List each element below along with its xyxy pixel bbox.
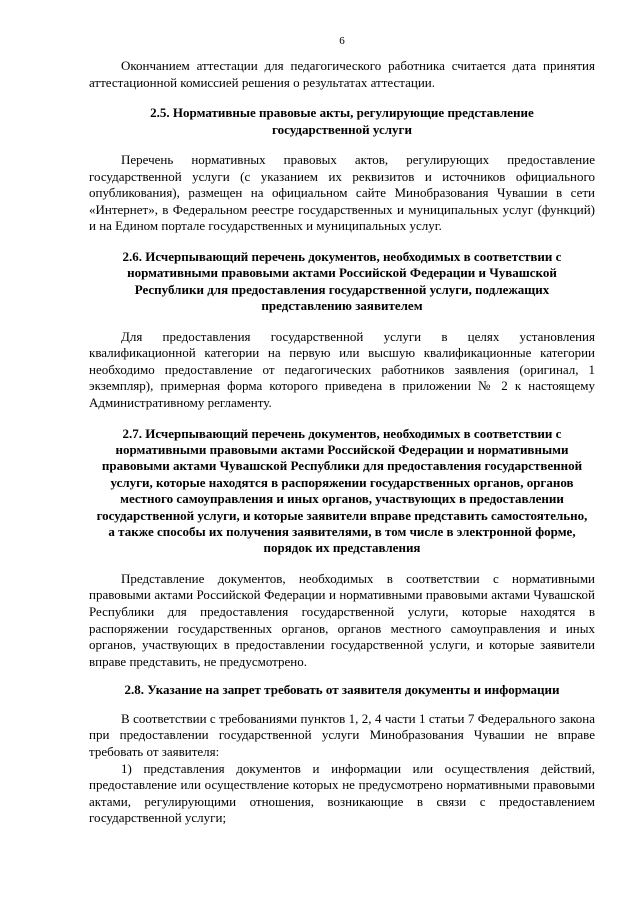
section-2-7-heading: 2.7. Исчерпывающий перечень документов, необходимых в соответствии с нормативными правовыми актами Российской Федерации и нормативными правовыми актами Чувашской Республики для предоставления государственной услуги, которые находятся в распоряжении государственных органов, органов местного самоуправления и иных органов, участвующих в предоставлении государственной услуги, и которые заявители вправе представить самостоятельно, а также способы их получения заявителями, в том числе в электронной форме, порядок их представления: [96, 425, 588, 556]
section-2-8-paragraph: В соответствии с требованиями пунктов 1, 2, 4 части 1 статьи 7 Федерального закона при предоставлении государственной услуги Минобразования Чувашии не вправе требовать от заявителя:: [89, 710, 595, 759]
section-2-5-paragraph: Перечень нормативных правовых актов, регулирующих предоставление государственной услуги (с указанием их реквизитов и источников официального опубликования), размещен на официальном сайте Минобразования Чувашии в сети «Интернет», в Федеральном реестре государственных и муниципальных услуг (функций) и на Едином портале государственных и муниципальных услуг.: [89, 152, 595, 234]
section-2-8-heading: 2.8. Указание на запрет требовать от заявителя документы и информации: [124, 682, 560, 698]
intro-paragraph: Окончанием аттестации для педагогического работника считается дата принятия аттестационной комиссией решения о результатах аттестации.: [89, 58, 595, 90]
page-number: 6: [339, 35, 345, 47]
section-2-7-paragraph: Представление документов, необходимых в соответствии с нормативными правовыми актами Российской Федерации и нормативными правовыми актами Чувашской Республики для предоставления государственной услуги, которые находятся в распоряжении государственных органов, органов местного самоуправления и иных органов, участвующих в предоставлении государственной услуги, и которые заявители вправе представить, не предусмотрено.: [89, 570, 595, 669]
section-2-5-heading: 2.5. Нормативные правовые акты, регулирующие представление государственной услуги: [150, 105, 534, 137]
document-page: [89, 34, 595, 827]
section-2-8-item-1: 1) представления документов и информации или осуществления действий, предоставление или осуществление которых не предусмотрено нормативными правовыми актами, регулирующими отношения, возникающие в связи с предоставлением государственной услуги;: [89, 760, 595, 826]
section-2-6-paragraph: Для предоставления государственной услуги в целях установления квалификационной категории на первую или высшую квалификационные категории необходимо предоставление от педагогических работников заявления (оригинал, 1 экземпляр), примерная форма которого приведена в приложении № 2 к настоящему Административному регламенту.: [89, 328, 595, 410]
section-2-6-heading: 2.6. Исчерпывающий перечень документов, необходимых в соответствии с нормативными правовыми актами Российской Федерации и Чувашской Республики для предоставления государственной услуги, подлежащих представлению заявителем: [122, 248, 562, 314]
